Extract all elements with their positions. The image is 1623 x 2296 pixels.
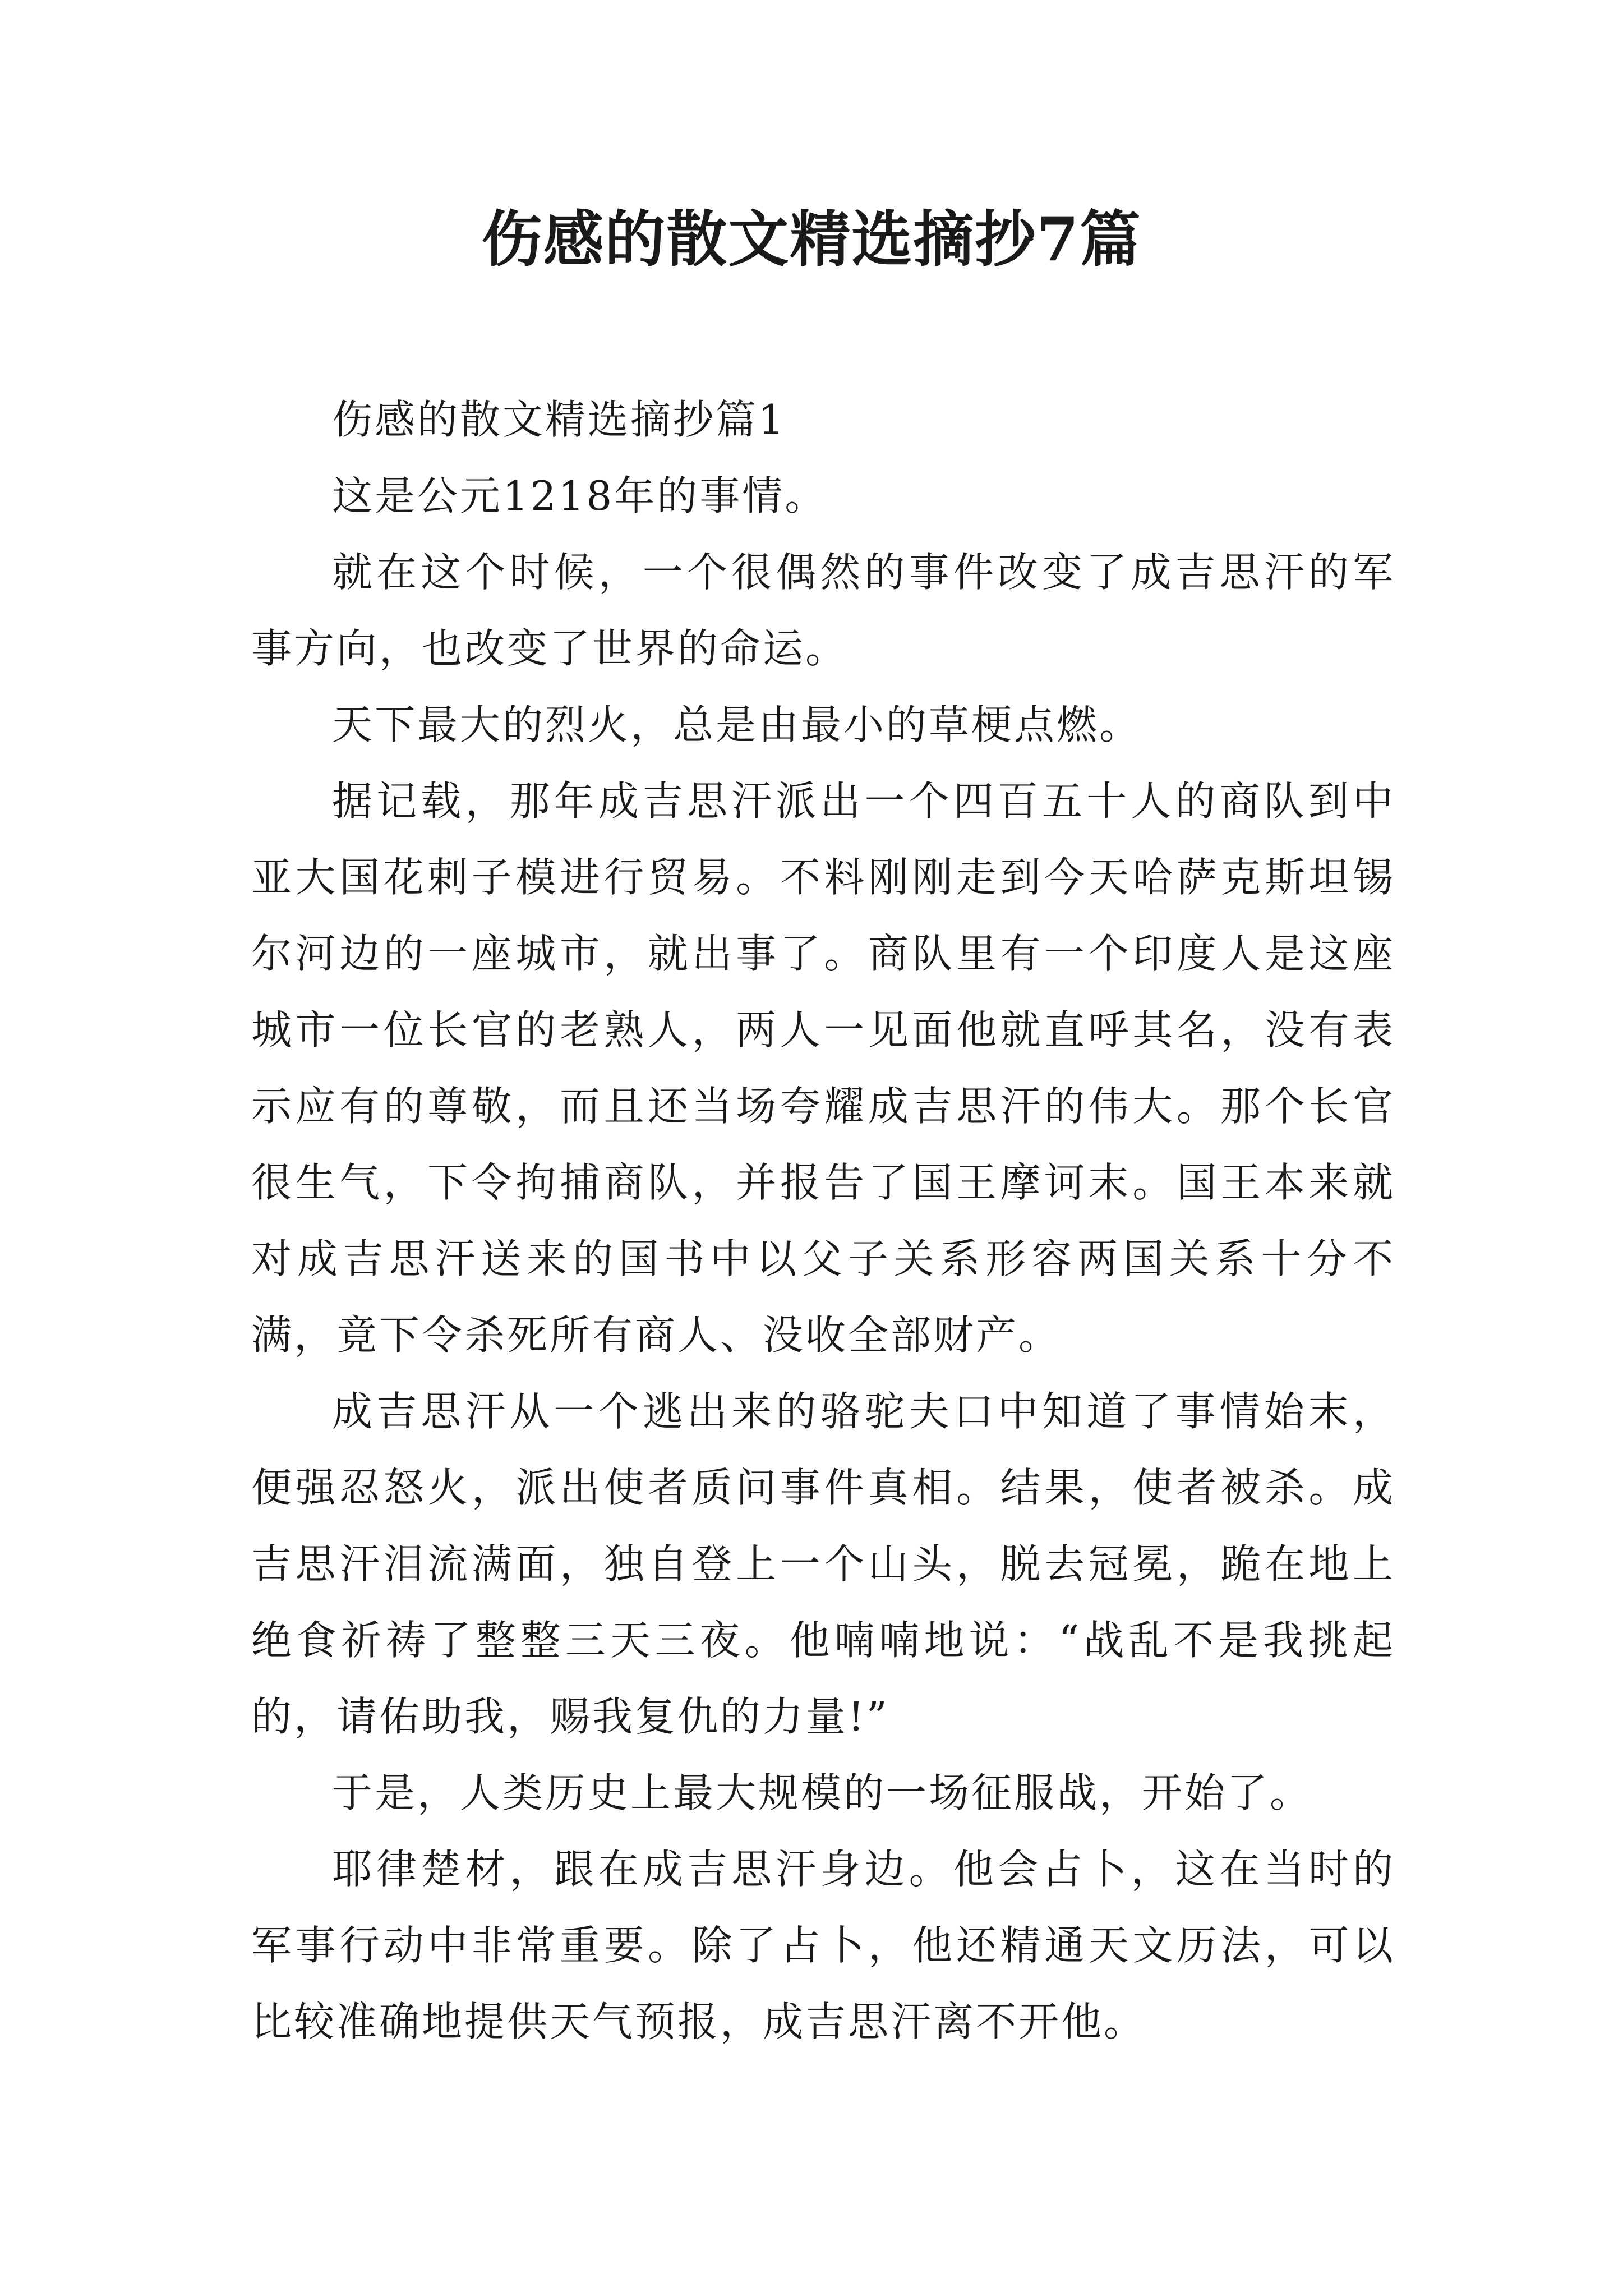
paragraph: 耶律楚材，跟在成吉思汗身边。他会占卜，这在当时的军事行动中非常重要。除了占卜，他还精通天文历法，可以比较准确地提供天气预报，成吉思汗离不开他。 (251, 1846, 1395, 2045)
paragraph: 这是公元1218年的事情。 (332, 472, 828, 519)
paragraph: 天下最大的烈火，总是由最小的草梗点燃。 (332, 701, 1142, 748)
paragraph: 据记载，那年成吉思汗派出一个四百五十人的商队到中亚大国花剌子模进行贸易。不料刚刚走到今天哈萨克斯坦锡尔河边的一座城市，就出事了。商队里有一个印度人是这座城市一位长官的老熟人，两人一见面他就直呼其名，没有表示应有的尊敬，而且还当场夸耀成吉思汗的伟大。那个长官很生气，下令拘捕商队，并报告了国王摩诃末。国王本来就对成吉思汗送来的国书中以父子关系形容两国关系十分不满，竟下令杀死所有商人、没收全部财产。 (251, 777, 1395, 1359)
paragraph: 成吉思汗从一个逃出来的骆驼夫口中知道了事情始末，便强忍怒火，派出使者质问事件真相。结果，使者被杀。成吉思汗泪流满面，独自登上一个山头，脱去冠冕，跪在地上绝食祈祷了整整三天三夜。他喃喃地说：“战乱不是我挑起的，请佑助我，赐我复仇的力量!” (251, 1388, 1395, 1740)
document-body (251, 381, 1395, 2060)
document-title: 伤感的散文精选摘抄7篇 (481, 204, 1142, 275)
section-heading: 伤感的散文精选摘抄篇1 (332, 396, 786, 443)
paragraph: 就在这个时候，一个很偶然的事件改变了成吉思汗的军事方向，也改变了世界的命运。 (251, 549, 1395, 672)
paragraph: 于是，人类历史上最大规模的一场征服战，开始了。 (332, 1769, 1313, 1816)
